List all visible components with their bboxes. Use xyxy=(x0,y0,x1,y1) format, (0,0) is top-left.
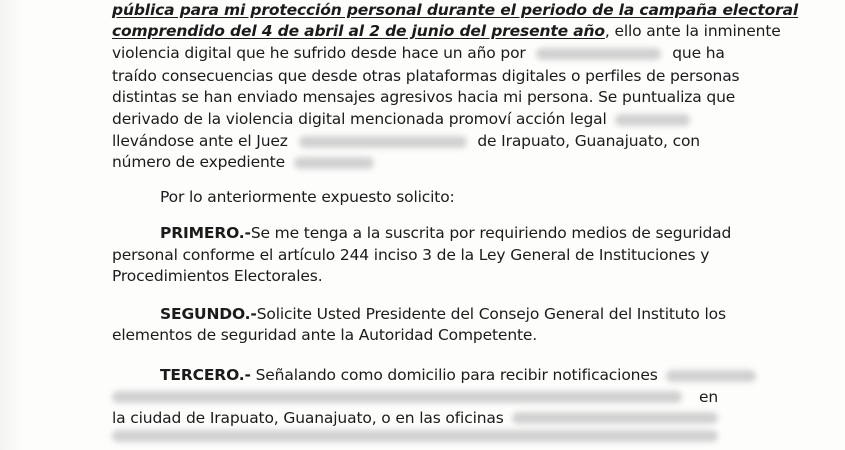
tercero-text-1: Señalando como domicilio para recibir notificaciones xyxy=(255,366,658,384)
doc-line-7-start: llevándose ante el Juez xyxy=(112,132,288,150)
tercero-label: TERCERO.- xyxy=(160,366,251,384)
segundo-text-1: Solicite Usted Presidente del Consejo General del Instituto los xyxy=(256,305,726,323)
tercero-line-2 xyxy=(112,387,718,407)
segundo-line-1 xyxy=(160,304,726,324)
primero-text-3: Procedimientos Electorales. xyxy=(112,267,323,285)
redacted-court xyxy=(299,136,467,148)
tercero-text-3: la ciudad de Irapuato, Guanajuato, o en las oficinas xyxy=(112,409,504,427)
redacted-text xyxy=(615,114,690,126)
doc-line-7-end: de Irapuato, Guanajuato, con xyxy=(477,132,700,150)
request-intro xyxy=(160,187,455,207)
segundo-line-2 xyxy=(112,325,537,345)
primero-line-1 xyxy=(160,223,732,243)
date-range-text: comprendido del 4 de abril al 2 de junio del presente año xyxy=(112,22,605,40)
primero-text-1: Se me tenga a la suscrita por requiriendo medios de seguridad xyxy=(250,224,732,242)
underlined-bold-text: pública para mi protección personal durante el periodo de la campaña electoral xyxy=(112,1,799,19)
doc-line-7 xyxy=(112,131,700,151)
redacted-address-2 xyxy=(112,391,682,403)
doc-line-3 xyxy=(112,43,725,63)
segundo-label: SEGUNDO.- xyxy=(160,305,257,323)
doc-line-5 xyxy=(112,87,736,107)
doc-line-1 xyxy=(112,0,799,20)
doc-line-8 xyxy=(112,152,374,172)
tercero-text-2-end: en xyxy=(698,388,718,406)
request-intro-text: Por lo anteriormente expuesto solicito: xyxy=(160,188,455,206)
redacted-address-3 xyxy=(112,430,718,442)
doc-line-5-text: distintas se han enviado mensajes agresivos hacia mi persona. Se puntualiza que xyxy=(112,88,736,106)
doc-line-8-text: número de expediente xyxy=(112,153,285,171)
primero-label: PRIMERO.- xyxy=(160,224,251,242)
tercero-line-1 xyxy=(160,365,756,385)
doc-line-2 xyxy=(112,21,781,41)
segundo-text-2: elementos de seguridad ante la Autoridad Competente. xyxy=(112,326,538,344)
redacted-name xyxy=(536,48,661,60)
doc-line-6-text: derivado de la violencia digital mencionada promoví acción legal xyxy=(112,110,607,128)
doc-line-3-end: que ha xyxy=(672,44,725,62)
redacted-address-1 xyxy=(666,370,756,382)
tercero-line-4 xyxy=(112,430,718,442)
doc-line-6 xyxy=(112,109,690,129)
primero-text-2: personal conforme el artículo 244 inciso 3 de la Ley General de Instituciones y xyxy=(112,246,710,264)
scan-edge-shadow xyxy=(0,0,22,450)
doc-line-2-rest: , ello ante la inminente xyxy=(604,22,781,40)
primero-line-3 xyxy=(112,266,323,286)
doc-line-4 xyxy=(112,66,740,86)
redacted-office xyxy=(512,412,718,424)
primero-line-2 xyxy=(112,245,718,265)
doc-line-4-text: traído consecuencias que desde otras plataformas digitales o perfiles de personas xyxy=(112,67,740,85)
redacted-case-number xyxy=(294,157,374,169)
tercero-line-3 xyxy=(112,408,718,428)
doc-line-3-start: violencia digital que he sufrido desde hace un año por xyxy=(112,44,526,62)
